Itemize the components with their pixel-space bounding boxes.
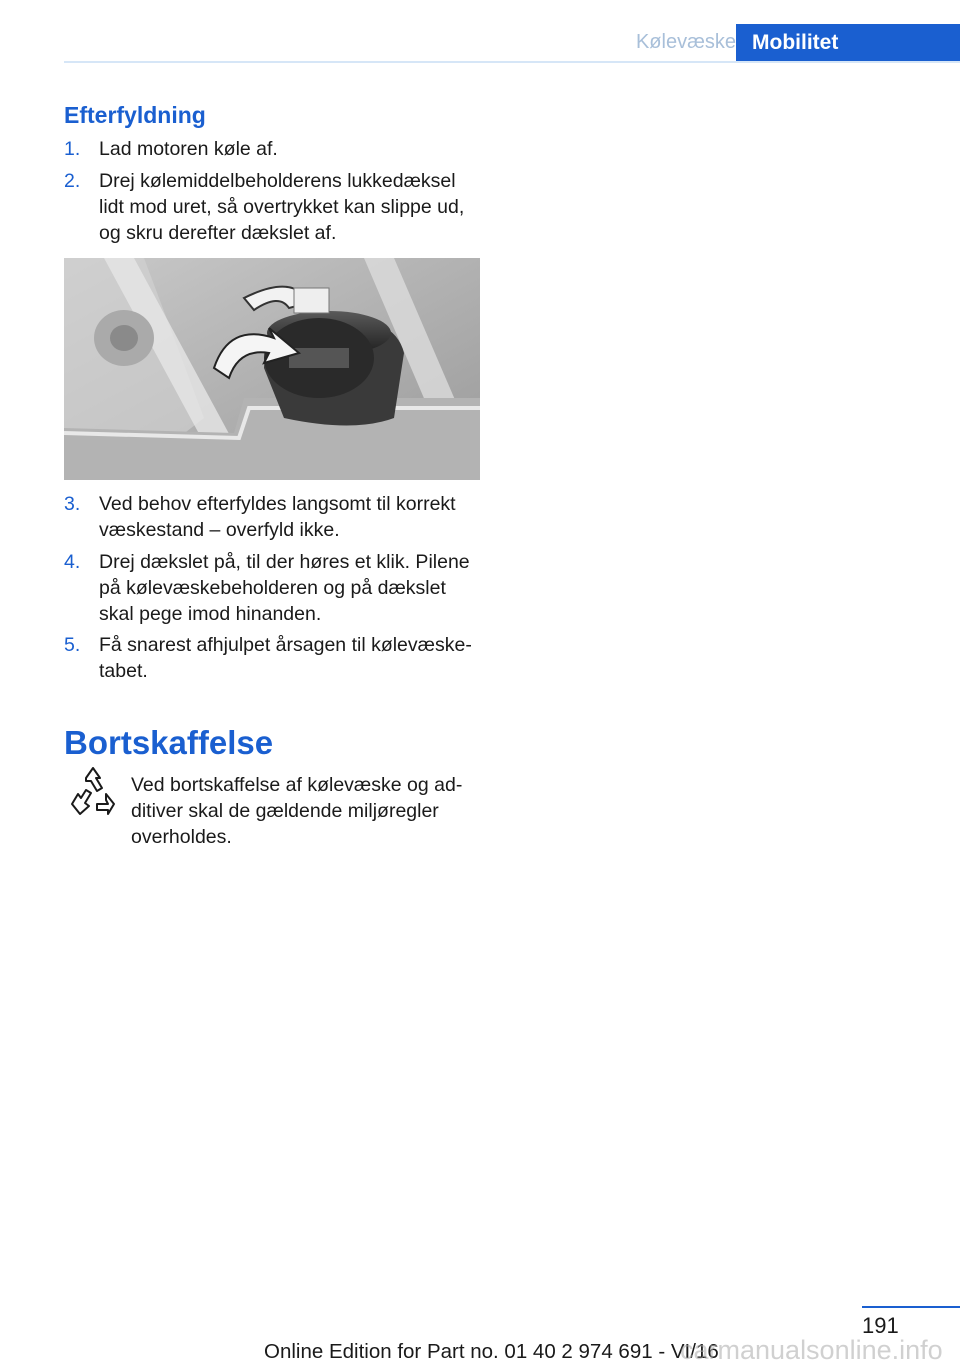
- header-chapter-tab[interactable]: Mobilitet: [736, 24, 960, 61]
- watermark: carmanualsonline.info: [680, 1335, 943, 1365]
- recycle-icon: [64, 752, 122, 834]
- footer-edition: Online Edition for Part no. 01 40 2 974 691 - VI/16: [264, 1340, 719, 1363]
- page-number: 191: [862, 1313, 899, 1338]
- step-number: 2.: [64, 170, 81, 192]
- step-text: Ved behov efterfyldes langsomt til korrekt væskestand – overfyld ikke.: [99, 493, 456, 541]
- heading-disposal: Bortskaffelse: [64, 724, 274, 761]
- step-text: Lad motoren køle af.: [99, 138, 278, 160]
- subheading-refill: Efterfyldning: [64, 102, 206, 128]
- footer-rule: [862, 1306, 960, 1308]
- coolant-cap-photo: [64, 258, 480, 480]
- step-text: Drej dækslet på, til der høres et klik. Pilene på kølevæskebeholderen og på dækslet skal pege imod hinanden.: [99, 551, 470, 625]
- coolant-cap-illustration: [64, 258, 480, 480]
- step-text: Få snarest afhjulpet årsagen til kølevæske-tabet.: [99, 634, 472, 682]
- step-number: 4.: [64, 551, 81, 573]
- step-text: Drej kølemiddelbeholderens lukkedæksel lidt mod uret, så overtrykket kan slippe ud, og skru derefter dækslet af.: [99, 170, 465, 244]
- step-number: 3.: [64, 493, 81, 515]
- header-section-title: Kølevæske: [635, 31, 736, 53]
- step-number: 1.: [64, 138, 81, 160]
- disposal-paragraph: Ved bortskaffelse af kølevæske og ad-ditiver skal de gældende miljøregler overholdes.: [131, 774, 463, 848]
- header-rule: [64, 61, 960, 63]
- step-number: 5.: [64, 634, 81, 656]
